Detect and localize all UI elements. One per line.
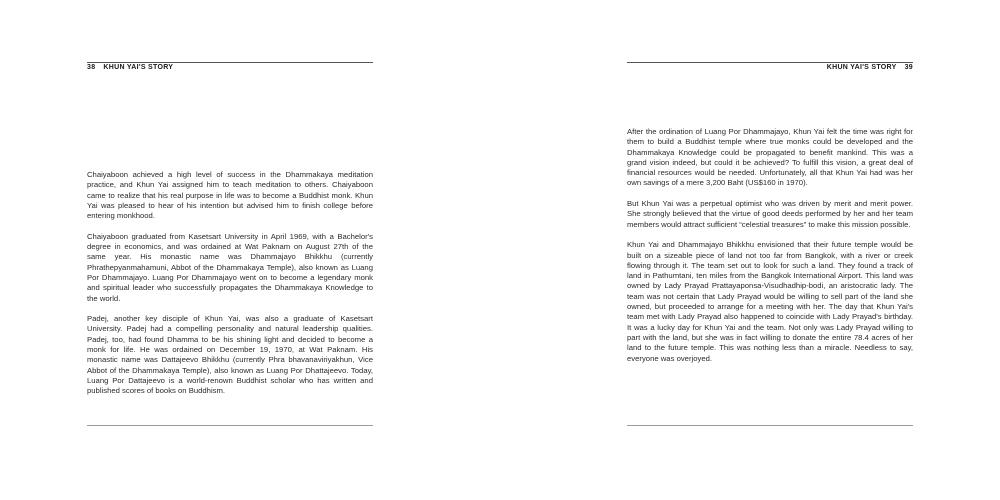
footer-rule	[87, 425, 373, 426]
paragraph: But Khun Yai was a perpetual optimist who was driven by merit and merit power. She strongly believed that the virtue of good deeds performed by her and her team members would attract sufficient “celestial treasures” to make this mission possible.	[627, 199, 913, 229]
running-head	[87, 64, 173, 71]
paragraph: Chaiyaboon graduated from Kasetsart University in April 1969, with a Bachelor's degree in economics, and was ordained at Wat Paknam on August 27th of the same year. His monastic name was Dhammajayo Bhikkhu (currently Phrathepyanmahamuni, Abbot of the Dhammakaya Temple), also known as Luang Por Dhammajayo. Luang Por Dhammajayo went on to become a legendary monk and spiritual leader who successfully propagates the Dhammakaya Knowledge to the world.	[87, 231, 373, 303]
paragraph: Padej, another key disciple of Khun Yai, was also a graduate of Kasetsart University. Padej had a compelling personality and natural leadership qualities. Padej, too, had found Dhamma to be his shining light and decided to become a monk for life. He was ordained on December 19, 1970, at Wat Paknam. His monastic name was Dattajeevo Bhikkhu (currently Phra bhavanaviriyakhun, Vice Abbot of the Dhammakaya Temple), also known as Luang Por Dhattajeevo. Today, Luang Por Dattajeevo is a world-renown Buddhist scholar who has written and published scores of books on Buddhism.	[87, 314, 373, 396]
paragraph: After the ordination of Luang Por Dhammajayo, Khun Yai felt the time was right for them to build a Buddhist temple where true monks could be developed and the Dhammakaya Knowledge could be propagated to benefit mankind. This was a grand vision indeed, but could it be achieved? To fulfill this vision, a great deal of financial resources would be needed. Unfortunately, all that Khun Yai had was her own savings of a mere 3,200 Baht (US$160 in 1970).	[627, 127, 913, 188]
page-number: 39	[904, 64, 913, 71]
body-text	[627, 127, 913, 364]
running-head	[827, 64, 913, 71]
body-text	[87, 170, 373, 397]
paragraph: Chaiyaboon achieved a high level of success in the Dhammakaya meditation practice, and Khun Yai assigned him to teach meditation to others. Chaiyaboon came to realize that his real purpose in life was to become a Buddhist monk. Khun Yai was pleased to hear of his intention but advised him to finish college before entering monkhood.	[87, 170, 373, 221]
footer-rule	[627, 425, 913, 426]
right-page	[500, 0, 1000, 500]
running-head-title: KHUN YAI'S STORY	[103, 64, 174, 71]
header-rule	[627, 62, 913, 63]
page-number: 38	[87, 64, 96, 71]
header-rule	[87, 62, 373, 63]
running-head-title: KHUN YAI'S STORY	[826, 64, 897, 71]
paragraph: Khun Yai and Dhammajayo Bhikkhu envisioned that their future temple would be built on a sizeable piece of land not too far from Bangkok, with a river or creek flowing through it. The team set out to look for such a land. They found a track of land in Pathumtani, ten miles from the Bangkok International Airport. This land was owned by Lady Prayad Prattayaponsa-Visudhadhip-bodi, an aristocratic lady. The team was not certain that Lady Prayad would be willing to sell part of the land she owned, but proceeded to arrange for a meeting with her. The day that Khun Yai's team met with Lady Prayad also happened to coincide with Lady Prayad's birthday. It was a lucky day for Khun Yai and the team. Not only was Lady Prayad willing to part with the land, but she was in fact willing to donate the entire 78.4 acres of her land to the future temple. This was nothing less than a miracle. Needless to say, everyone was overjoyed.	[627, 240, 913, 363]
